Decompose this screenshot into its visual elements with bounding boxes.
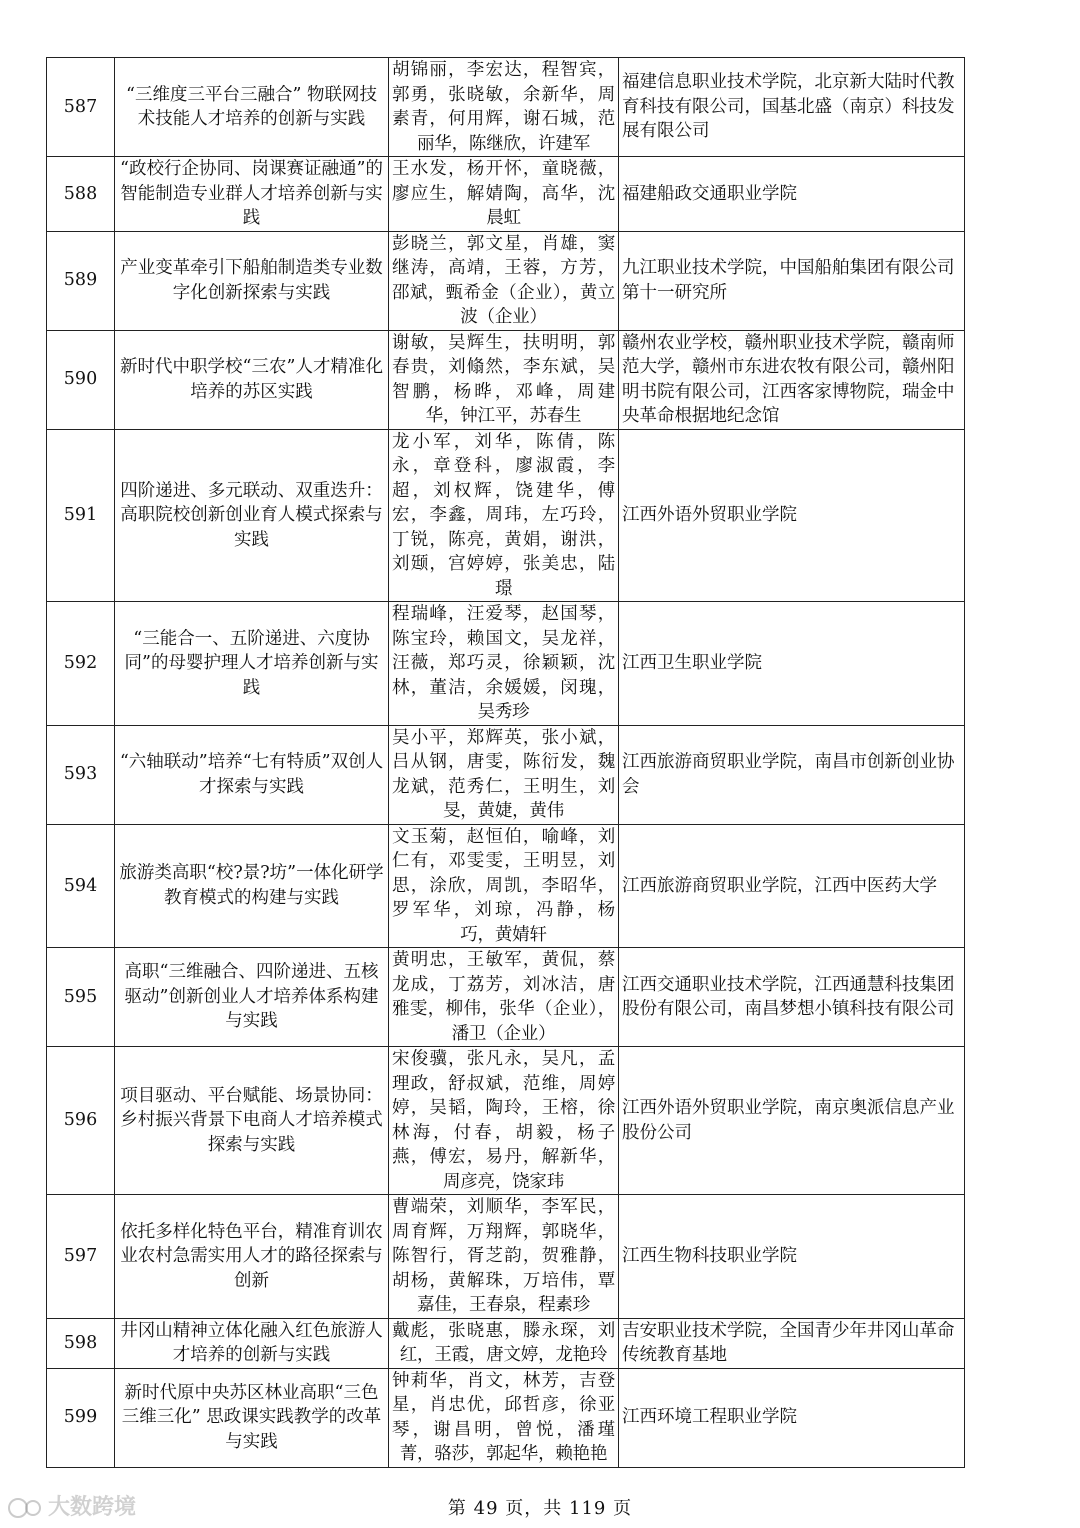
watermark-text: 大数跨境 — [48, 1495, 137, 1520]
institution-list: 福建船政交通职业学院 — [619, 157, 965, 232]
table-row — [47, 824, 965, 948]
table-row — [47, 58, 965, 157]
member-list: 戴彪，张晓惠，滕永琛，刘红，王霞，唐文婷，龙艳玲 — [389, 1318, 619, 1368]
table-row — [47, 725, 965, 824]
institution-list: 江西旅游商贸职业学院，江西中医药大学 — [619, 824, 965, 948]
member-list: 彭晓兰，郭文星，肖雄，窦继涛，高靖，王蓉，方芳，邵斌，甄希金（企业），黄立波（企业） — [389, 231, 619, 330]
row-number: 595 — [47, 948, 115, 1047]
project-title: 产业变革牵引下船舶制造类专业数字化创新探索与实践 — [115, 231, 389, 330]
member-list: 王水发，杨开怀，童晓薇，廖应生，解婧陶，高华，沈晨虹 — [389, 157, 619, 232]
page-footer: 第 49 页，共 119 页 — [447, 1498, 633, 1519]
project-title: 依托多样化特色平台，精准育训农业农村急需实用人才的路径探索与创新 — [115, 1195, 389, 1319]
project-title: “三维度三平台三融合” 物联网技术技能人才培养的创新与实践 — [115, 58, 389, 157]
row-number: 598 — [47, 1318, 115, 1368]
member-list: 吴小平，郑辉英，张小斌，吕从钢，唐雯，陈衍发，魏龙斌，范秀仁，王明生，刘旻，黄婕，黄伟 — [389, 725, 619, 824]
project-title: “三能合一、五阶递进、六度协同”的母婴护理人才培养创新与实践 — [115, 602, 389, 726]
row-number: 590 — [47, 330, 115, 429]
row-number: 599 — [47, 1368, 115, 1467]
row-number: 588 — [47, 157, 115, 232]
member-list: 钟莉华，肖文，林芳，吉登星，肖忠优，邱哲彦，徐亚琴，谢昌明，曾悦，潘瑾菁，骆莎，郭起华，赖艳艳 — [389, 1368, 619, 1467]
row-number: 591 — [47, 429, 115, 602]
table-row — [47, 429, 965, 602]
project-title: 新时代原中央苏区林业高职“三色三维三化” 思政课实践教学的改革与实践 — [115, 1368, 389, 1467]
project-title: “六轴联动”培养“七有特质”双创人才探索与实践 — [115, 725, 389, 824]
table-row — [47, 231, 965, 330]
institution-list: 江西旅游商贸职业学院，南昌市创新创业协会 — [619, 725, 965, 824]
project-title: “政校行企协同、岗课赛证融通”的智能制造专业群人才培养创新与实践 — [115, 157, 389, 232]
row-number: 594 — [47, 824, 115, 948]
table-row — [47, 1368, 965, 1467]
institution-list: 江西外语外贸职业学院，南京奥派信息产业股份公司 — [619, 1047, 965, 1195]
table-row — [47, 1195, 965, 1319]
row-number: 592 — [47, 602, 115, 726]
member-list: 龙小军，刘华，陈倩，陈永，章登科，廖淑霞，李超，刘权辉，饶建华，傅宏，李鑫，周玮，左巧玲，丁锐，陈亮，黄娟，谢洪，刘颋，宫婷婷，张美忠，陆璟 — [389, 429, 619, 602]
row-number: 593 — [47, 725, 115, 824]
project-title: 旅游类高职“校?景?坊”一体化研学教育模式的构建与实践 — [115, 824, 389, 948]
table-row — [47, 1318, 965, 1368]
member-list: 文玉菊，赵恒伯，喻峰，刘仁有，邓雯雯，王明昱，刘思，涂欣，周凯，李昭华，罗军华，刘琼，冯静，杨巧，黄婧轩 — [389, 824, 619, 948]
member-list: 胡锦丽，李宏达，程智宾，郭勇，张晓敏，余新华，周素青，何用辉，谢石城，范丽华，陈继欣，许建军 — [389, 58, 619, 157]
project-title: 四阶递进、多元联动、双重迭升：高职院校创新创业育人模式探索与实践 — [115, 429, 389, 602]
institution-list: 福建信息职业技术学院，北京新大陆时代教育科技有限公司，国基北盛（南京）科技发展有限公司 — [619, 58, 965, 157]
row-number: 597 — [47, 1195, 115, 1319]
table-row — [47, 948, 965, 1047]
project-title: 项目驱动、平台赋能、场景协同：乡村振兴背景下电商人才培养模式探索与实践 — [115, 1047, 389, 1195]
row-number: 587 — [47, 58, 115, 157]
project-title: 高职“三维融合、四阶递进、五核驱动”创新创业人才培养体系构建与实践 — [115, 948, 389, 1047]
table-row — [47, 602, 965, 726]
member-list: 谢敏，吴辉生，扶明明，郭春贵，刘翛然，李东斌，吴智鹏，杨晔，邓峰，周建华，钟江平，苏春生 — [389, 330, 619, 429]
member-list: 程瑞峰，汪爱琴，赵国琴，陈宝玲，赖国文，吴龙祥，汪薇，郑巧灵，徐颖颖，沈林，董洁，余媛媛，闵瑰，吴秀珍 — [389, 602, 619, 726]
institution-list: 江西外语外贸职业学院 — [619, 429, 965, 602]
institution-list: 江西交通职业技术学院，江西通慧科技集团股份有限公司，南昌梦想小镇科技有限公司 — [619, 948, 965, 1047]
table-row — [47, 1047, 965, 1195]
member-list: 黄明忠，王敏军，黄侃，蔡龙成，丁荔芳，刘冰洁，唐雅雯，柳伟，张华（企业），潘卫（企业） — [389, 948, 619, 1047]
institution-list: 江西环境工程职业学院 — [619, 1368, 965, 1467]
institution-list: 江西生物科技职业学院 — [619, 1195, 965, 1319]
row-number: 596 — [47, 1047, 115, 1195]
project-title: 井冈山精神立体化融入红色旅游人才培养的创新与实践 — [115, 1318, 389, 1368]
institution-list: 赣州农业学校，赣州职业技术学院，赣南师范大学，赣州市东进农牧有限公司，赣州阳明书院有限公司，江西客家博物院，瑞金中央革命根据地纪念馆 — [619, 330, 965, 429]
table-row — [47, 157, 965, 232]
row-number: 589 — [47, 231, 115, 330]
institution-list: 江西卫生职业学院 — [619, 602, 965, 726]
table-row — [47, 330, 965, 429]
member-list: 曹端荣，刘顺华，李军民，周育辉，万翔辉，郭晓华，陈智行，胥芝韵，贺雅静，胡杨，黄解珠，万培伟，覃嘉佳，王春泉，程素珍 — [389, 1195, 619, 1319]
project-title: 新时代中职学校“三农”人才精准化培养的苏区实践 — [115, 330, 389, 429]
member-list: 宋俊骥，张凡永，吴凡，孟理政，舒叔斌，范维，周婷婷，吴韬，陶玲，王榕，徐林海，付春，胡毅，杨子燕，傅宏，易丹，解新华，周彦亮，饶家玮 — [389, 1047, 619, 1195]
institution-list: 九江职业技术学院，中国船舶集团有限公司第十一研究所 — [619, 231, 965, 330]
institution-list: 吉安职业技术学院，全国青少年井冈山革命传统教育基地 — [619, 1318, 965, 1368]
awards-table — [46, 57, 965, 1468]
